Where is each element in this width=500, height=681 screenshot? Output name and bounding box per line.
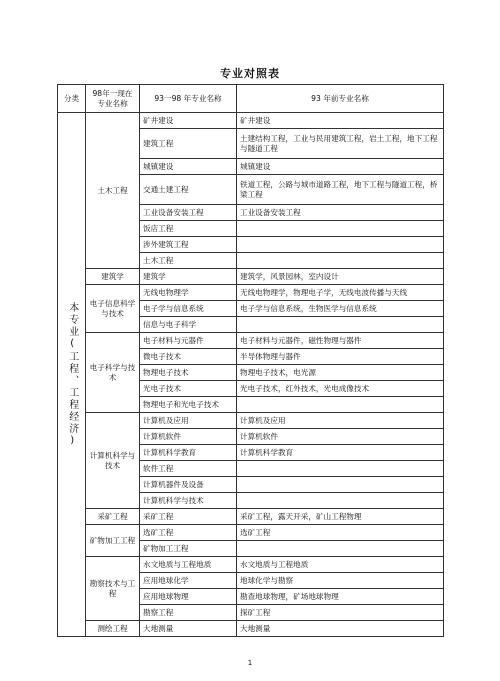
old-name-cell: 水文地质与工程地质 xyxy=(237,557,444,573)
old-name-cell: 电子学与信息系统，生物医学与信息系统 xyxy=(237,301,444,317)
old-name-cell xyxy=(237,221,444,237)
header-93-98-name: 93一98 年专业名称 xyxy=(140,85,237,113)
old-name-cell xyxy=(237,477,444,493)
old-name-cell: 物理电子技术，电光源 xyxy=(237,365,444,381)
mid-name-cell: 无线电物理学 xyxy=(140,285,237,301)
old-name-cell: 大地测量 xyxy=(237,621,444,637)
mid-name-cell: 物理电子和光电子技术 xyxy=(140,397,237,413)
table-row xyxy=(58,269,444,285)
mid-name-cell: 信息与电子科学 xyxy=(140,317,237,333)
old-name-cell: 选矿工程 xyxy=(237,525,444,541)
major-comparison-table xyxy=(57,84,444,637)
mid-name-cell: 物理电子技术 xyxy=(140,365,237,381)
header-pre-93-name: 93 年前专业名称 xyxy=(237,85,444,113)
mid-name-cell: 电子材料与元器件 xyxy=(140,333,237,349)
old-name-cell: 计算机科学教育 xyxy=(237,445,444,461)
old-name-cell xyxy=(237,317,444,333)
old-name-cell: 计算机软件 xyxy=(237,429,444,445)
mid-name-cell: 软件工程 xyxy=(140,461,237,477)
old-name-cell: 地球化学与勘察 xyxy=(237,573,444,589)
old-name-cell: 半导体物理与器件 xyxy=(237,349,444,365)
old-name-cell xyxy=(237,237,444,253)
mid-name-cell: 计算机器件及设备 xyxy=(140,477,237,493)
table-row xyxy=(58,525,444,541)
mid-name-cell: 涉外建筑工程 xyxy=(140,237,237,253)
mid-name-cell: 矿物加工工程 xyxy=(140,541,237,557)
group-kuangwu: 矿物加工工程 xyxy=(86,525,140,557)
old-name-cell: 土建结构工程，工业与民用建筑工程，岩土工程，地下工程与隧道工程 xyxy=(237,129,444,159)
table-row xyxy=(58,621,444,637)
mid-name-cell: 工业设备安装工程 xyxy=(140,205,237,221)
mid-name-cell: 应用地球物理 xyxy=(140,589,237,605)
mid-name-cell: 计算机及应用 xyxy=(140,413,237,429)
group-kancha: 勘察技术与工程 xyxy=(86,557,140,621)
old-name-cell xyxy=(237,397,444,413)
group-dianzi-kexue: 电子科学与技术 xyxy=(86,333,140,413)
mid-name-cell: 计算机科学教育 xyxy=(140,445,237,461)
old-name-cell: 光电子技术，红外技术，光电成像技术 xyxy=(237,381,444,397)
old-name-cell: 计算机及应用 xyxy=(237,413,444,429)
page-title: 专业对照表 xyxy=(220,67,280,80)
header-row xyxy=(58,85,444,113)
group-jisuanji: 计算机科学与技术 xyxy=(86,413,140,509)
mid-name-cell: 水文地质与工程地质 xyxy=(140,557,237,573)
mid-name-cell: 光电子技术 xyxy=(140,381,237,397)
old-name-cell: 铁道工程，公路与城市道路工程，地下工程与隧道工程，桥梁工程 xyxy=(237,175,444,205)
header-category: 分类 xyxy=(58,85,86,113)
table-row xyxy=(58,509,444,525)
table-row xyxy=(58,557,444,573)
mid-name-cell: 微电子技术 xyxy=(140,349,237,365)
mid-name-cell: 交通土建工程 xyxy=(140,175,237,205)
group-tumu: 土木工程 xyxy=(86,113,140,269)
group-caikuang: 采矿工程 xyxy=(86,509,140,525)
mid-name-cell: 采矿工程 xyxy=(140,509,237,525)
old-name-cell: 采矿工程，露天开采，矿山工程物理 xyxy=(237,509,444,525)
mid-name-cell: 应用地球化学 xyxy=(140,573,237,589)
category-cell xyxy=(58,113,86,637)
mid-name-cell: 矿井建设 xyxy=(140,113,237,129)
mid-name-cell: 选矿工程 xyxy=(140,525,237,541)
old-name-cell xyxy=(237,493,444,509)
group-cehui: 测绘工程 xyxy=(86,621,140,637)
old-name-cell: 探矿工程 xyxy=(237,605,444,621)
old-name-cell xyxy=(237,253,444,269)
group-jianzhu: 建筑学 xyxy=(86,269,140,285)
mid-name-cell: 勘察工程 xyxy=(140,605,237,621)
old-name-cell: 矿井建设 xyxy=(237,113,444,129)
mid-name-cell: 计算机科学与技术 xyxy=(140,493,237,509)
mid-name-cell: 饭店工程 xyxy=(140,221,237,237)
old-name-cell: 勘查地球物理，矿场地球物理 xyxy=(237,589,444,605)
old-name-cell: 城镇建设 xyxy=(237,159,444,175)
mid-name-cell: 建筑工程 xyxy=(140,129,237,159)
table-row xyxy=(58,413,444,429)
mid-name-cell: 建筑学 xyxy=(140,269,237,285)
group-dianzi-xinxi: 电子信息科学与技术 xyxy=(86,285,140,333)
table-row xyxy=(58,333,444,349)
mid-name-cell: 计算机软件 xyxy=(140,429,237,445)
old-name-cell: 建筑学，风景园林，室内设计 xyxy=(237,269,444,285)
mid-name-cell: 土木工程 xyxy=(140,253,237,269)
old-name-cell: 工业设备安装工程 xyxy=(237,205,444,221)
table-row xyxy=(58,113,444,129)
category-main-label: 本专业(工程、工程经济) xyxy=(66,301,78,448)
old-name-cell: 电子材料与元器件，磁性物理与器件 xyxy=(237,333,444,349)
page-number: 1 xyxy=(247,659,253,667)
mid-name-cell: 电子学与信息系统 xyxy=(140,301,237,317)
mid-name-cell: 城镇建设 xyxy=(140,159,237,175)
old-name-cell xyxy=(237,541,444,557)
table-row xyxy=(58,285,444,301)
mid-name-cell: 大地测量 xyxy=(140,621,237,637)
old-name-cell: 无线电物理学，物理电子学，无线电波传播与天线 xyxy=(237,285,444,301)
old-name-cell xyxy=(237,461,444,477)
header-current-name: 98年一现在专业名称 xyxy=(86,85,140,113)
